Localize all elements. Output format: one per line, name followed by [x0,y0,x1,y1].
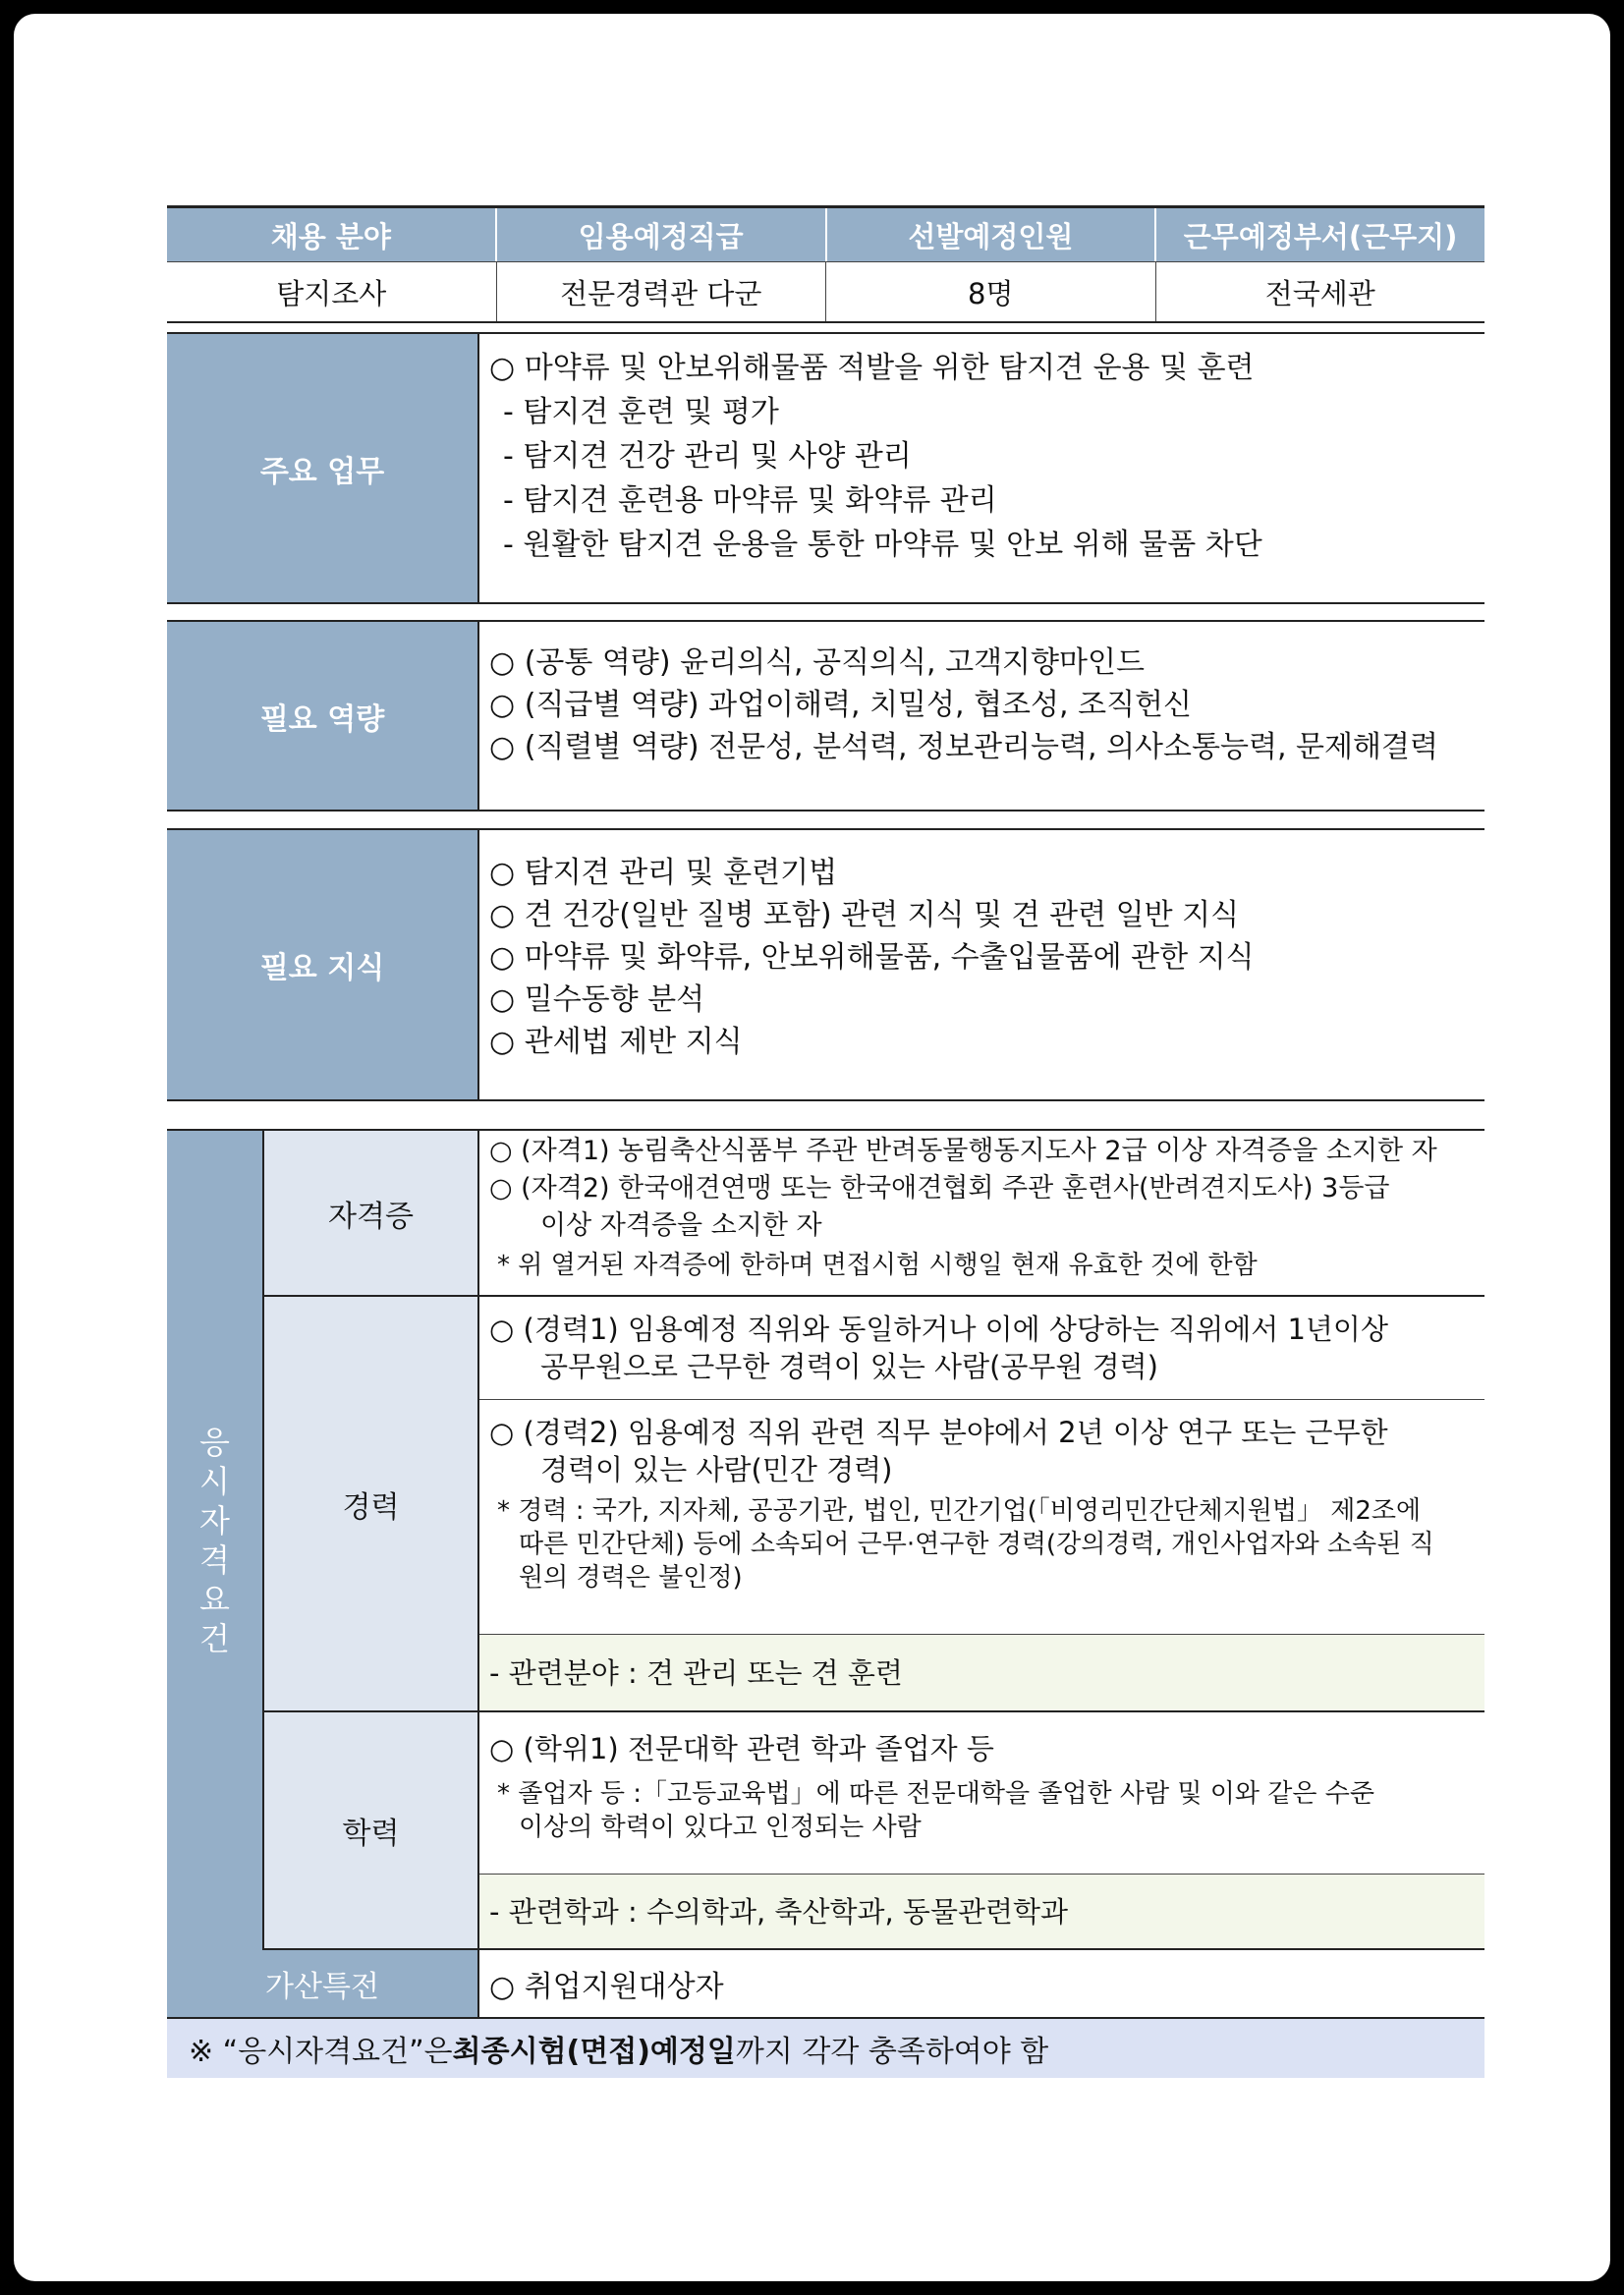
duty-line: - 탐지견 훈련 및 평가 [503,395,779,429]
competency-line: ○ (직렬별 역량) 전문성, 분석력, 정보관리능력, 의사소통능력, 문제해결력 [489,730,1438,764]
education-note-line: * 졸업자 등 :「고등교육법」에 따른 전문대학을 졸업한 사람 및 이와 같은 수준 [497,1779,1375,1809]
education-row [264,1712,1484,1950]
knowledge-line: ○ 탐지견 관리 및 훈련기법 [489,856,838,890]
bonus-row [167,1950,1484,2019]
duties-section [167,332,1484,604]
competency-label: 필요 역량 [167,622,479,810]
qualification-label-text: 응시자격요건 [199,1424,230,1657]
knowledge-section [167,828,1484,1101]
duty-line: ○ 마약류 및 안보위해물품 적발을 위한 탐지견 운용 및 훈련 [489,351,1255,385]
value-headcount: 8명 [826,262,1156,321]
knowledge-line: ○ 밀수동향 분석 [489,982,705,1017]
career2-line: ○ (경력2) 임용예정 직위 관련 직무 분야에서 2년 이상 연구 또는 근무한 [489,1416,1388,1449]
license-body [479,1131,1484,1295]
education-body [479,1712,1484,1948]
competency-line: ○ (직급별 역량) 과업이해력, 치밀성, 협조성, 조직헌신 [489,688,1193,722]
competency-section [167,620,1484,812]
license-line: 이상 자격증을 소지한 자 [540,1210,822,1241]
knowledge-line: ○ 관세법 제반 지식 [489,1025,743,1059]
header-department: 근무예정부서(근무지) [1156,208,1484,261]
recruitment-summary-table [167,205,1484,323]
footer-bold: 최종시험(면접)예정일 [452,2035,736,2069]
competency-line: ○ (공통 역량) 윤리의식, 공직의식, 고객지향마인드 [489,645,1145,680]
document-page [14,14,1610,2281]
education-line: ○ (학위1) 전문대학 관련 학과 졸업자 등 [489,1732,994,1765]
value-department: 전국세관 [1264,276,1375,310]
career-label: 경력 [264,1297,479,1710]
header-grade: 임용예정직급 [497,208,827,261]
career-note-line: 따른 민간단체) 등에 소속되어 근무·연구한 경력(강의경력, 개인사업자와 소속된 직 [519,1530,1434,1559]
qualification-section [167,1129,1484,2078]
value-grade: 전문경력관 다군 [497,262,827,321]
bonus-value: ○ 취업지원대상자 [489,1970,724,2004]
career-body [479,1297,1484,1710]
knowledge-line: ○ 마약류 및 화약류, 안보위해물품, 수출입물품에 관한 지식 [489,940,1255,975]
value-field: 탐지조사 [167,262,497,321]
table-header-row [167,205,1484,261]
career2-line: 경력이 있는 사람(민간 경력) [540,1453,893,1486]
competency-body [479,622,1484,810]
knowledge-label: 필요 지식 [167,830,479,1099]
career-note-line: 원의 경력은 불인정) [519,1563,743,1593]
footer-post: 까지 각각 충족하여야 함 [735,2035,1049,2069]
footer-pre: ※ “응시자격요건”은 [189,2035,453,2069]
license-row [264,1131,1484,1297]
career1-line: 공무원으로 근무한 경력이 있는 사람(공무원 경력) [540,1350,1158,1383]
knowledge-body [479,830,1484,1099]
duty-line: - 탐지견 건강 관리 및 사양 관리 [503,439,912,474]
education-note [489,1777,1477,1844]
footer-note [167,2019,1484,2078]
duties-label: 주요 업무 [167,334,479,602]
license-line: ○ (자격2) 한국애견연맹 또는 한국애견협회 주관 훈련사(반려견지도사) 3등급 [489,1173,1390,1203]
career-note-line: * 경력 : 국가, 지자체, 공공기관, 법인, 민간기업(「비영리민간단체지원법」 제2조에 [497,1496,1422,1526]
header-headcount: 선발예정인원 [827,208,1157,261]
career1-line: ○ (경력1) 임용예정 직위와 동일하거나 이에 상당하는 직위에서 1년이상 [489,1313,1388,1346]
career-note [489,1494,1477,1595]
education-note-line: 이상의 학력이 있다고 인정되는 사람 [519,1813,922,1842]
career-row [264,1297,1484,1712]
duty-line: - 원활한 탐지견 운용을 통한 마약류 및 안보 위해 물품 차단 [503,528,1262,562]
career-field: - 관련분야 : 견 관리 또는 견 훈련 [489,1655,903,1690]
education-label: 학력 [264,1712,479,1948]
table-row [167,261,1484,323]
license-line: ○ (자격1) 농림축산식품부 주관 반려동물행동지도사 2급 이상 자격증을 소지한 자 [489,1136,1437,1166]
education-field: - 관련학과 : 수의학과, 축산학과, 동물관련학과 [489,1894,1069,1929]
bonus-label: 가산특전 [167,1950,479,2017]
license-note: * 위 열거된 자격증에 한하며 면접시험 시행일 현재 유효한 것에 한함 [497,1251,1258,1280]
license-label: 자격증 [264,1131,479,1295]
knowledge-line: ○ 견 건강(일반 질병 포함) 관련 지식 및 견 관련 일반 지식 [489,898,1240,932]
header-field: 채용 분야 [167,208,497,261]
duties-body [479,334,1484,602]
qualification-label [167,1131,264,1950]
duty-line: - 탐지견 훈련용 마약류 및 화약류 관리 [503,483,997,518]
